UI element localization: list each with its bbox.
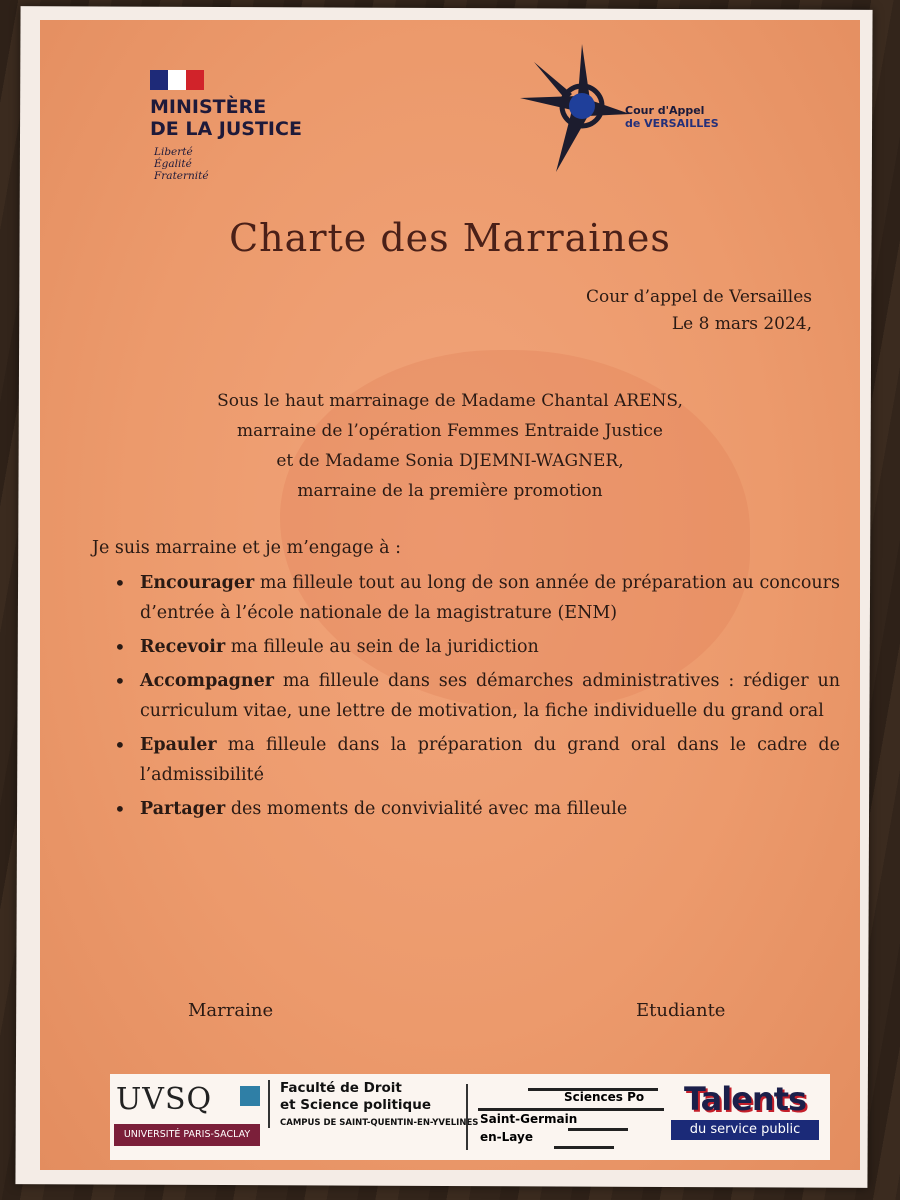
- commitment-verb: Epauler: [140, 735, 217, 755]
- patronage-line: marraine de l’opération Femmes Entraide Justice: [237, 421, 663, 441]
- place-date: [586, 284, 812, 338]
- scpo-line1: Sciences Po: [564, 1090, 645, 1104]
- commitment-text: ma filleule tout au long de son année de préparation au concours d’entrée à l’école nationale de la magistrature (ENM): [140, 573, 840, 623]
- commitment-item: [140, 730, 840, 790]
- signature-etudiante: Etudiante: [636, 1000, 726, 1021]
- commitment-item: [140, 794, 840, 824]
- commitment-text: ma filleule dans la préparation du grand oral dans le cadre de l’admissibilité: [140, 735, 840, 785]
- commitment-intro: Je suis marraine et je m’engage à :: [92, 538, 402, 558]
- uvsq-square-icon: [240, 1086, 260, 1106]
- talents-logo: [670, 1080, 820, 1140]
- place: Cour d’appel de Versailles: [585, 287, 812, 307]
- patronage-line: Sous le haut marrainage de Madame Chantal ARENS,: [217, 391, 683, 411]
- scpo-bar-icon: [568, 1128, 628, 1131]
- commitment-list: [112, 568, 840, 828]
- patronage-block: [40, 386, 860, 506]
- motto-egalite: Égalité: [154, 158, 192, 170]
- flag-white: [168, 70, 186, 90]
- patronage-line: et de Madame Sonia DJEMNI-WAGNER,: [276, 451, 624, 471]
- charter-document: [40, 20, 860, 1170]
- motto-liberte: Liberté: [154, 146, 193, 158]
- faculty-logo: [268, 1080, 478, 1128]
- scpo-line3: en-Laye: [480, 1130, 533, 1144]
- flag-blue: [150, 70, 168, 90]
- court-logo-line1: Cour d'Appel: [625, 104, 705, 117]
- commitment-text: des moments de convivialité avec ma filleule: [225, 799, 628, 819]
- patronage-line: marraine de la première promotion: [297, 481, 603, 501]
- partner-logos: [110, 1074, 830, 1160]
- commitment-verb: Recevoir: [140, 637, 226, 657]
- commitment-verb: Encourager: [140, 573, 255, 593]
- commitment-item: [140, 568, 840, 628]
- court-logo-text: [625, 104, 719, 130]
- faculty-line2: et Science politique: [280, 1097, 431, 1113]
- scpo-bar-icon: [478, 1108, 664, 1111]
- document-title: Charte des Marraines: [229, 216, 671, 260]
- court-logo-line2: de VERSAILLES: [625, 117, 719, 130]
- uvsq-logo: UVSQ: [116, 1082, 213, 1117]
- faculty-campus: CAMPUS DE SAINT-QUENTIN-EN-YVELINES: [280, 1118, 479, 1128]
- scpo-bar-icon: [554, 1146, 614, 1149]
- flag-red: [186, 70, 204, 90]
- faculty-line1: Faculté de Droit: [280, 1080, 402, 1096]
- commitment-text: ma filleule au sein de la juridiction: [225, 637, 539, 657]
- sciences-po-logo: [466, 1084, 666, 1150]
- commitment-item: [140, 632, 840, 662]
- commitment-verb: Accompagner: [140, 671, 274, 691]
- ministry-line1: MINISTÈRE: [150, 96, 267, 118]
- commitment-verb: Partager: [140, 799, 226, 819]
- motto-fraternite: Fraternité: [154, 170, 209, 182]
- paris-saclay-logo: UNIVERSITÉ PARIS-SACLAY: [114, 1124, 260, 1146]
- star-logo-icon: [520, 44, 630, 174]
- marianne-flag-icon: [150, 70, 204, 90]
- signature-marraine: Marraine: [188, 1000, 274, 1021]
- commitment-text: ma filleule dans ses démarches administratives : rédiger un curriculum vitae, une lettre de motivation, la fiche individuelle du grand oral: [140, 671, 840, 721]
- ministry-line2: DE LA JUSTICE: [150, 118, 302, 140]
- scpo-line2: Saint-Germain: [480, 1112, 578, 1126]
- commitment-item: [140, 666, 840, 726]
- talents-subtitle: du service public: [671, 1120, 819, 1140]
- ministry-name: [150, 96, 302, 140]
- ministry-motto: [154, 146, 209, 182]
- talents-word: Talents: [683, 1080, 807, 1118]
- date: Le 8 mars 2024,: [671, 314, 812, 334]
